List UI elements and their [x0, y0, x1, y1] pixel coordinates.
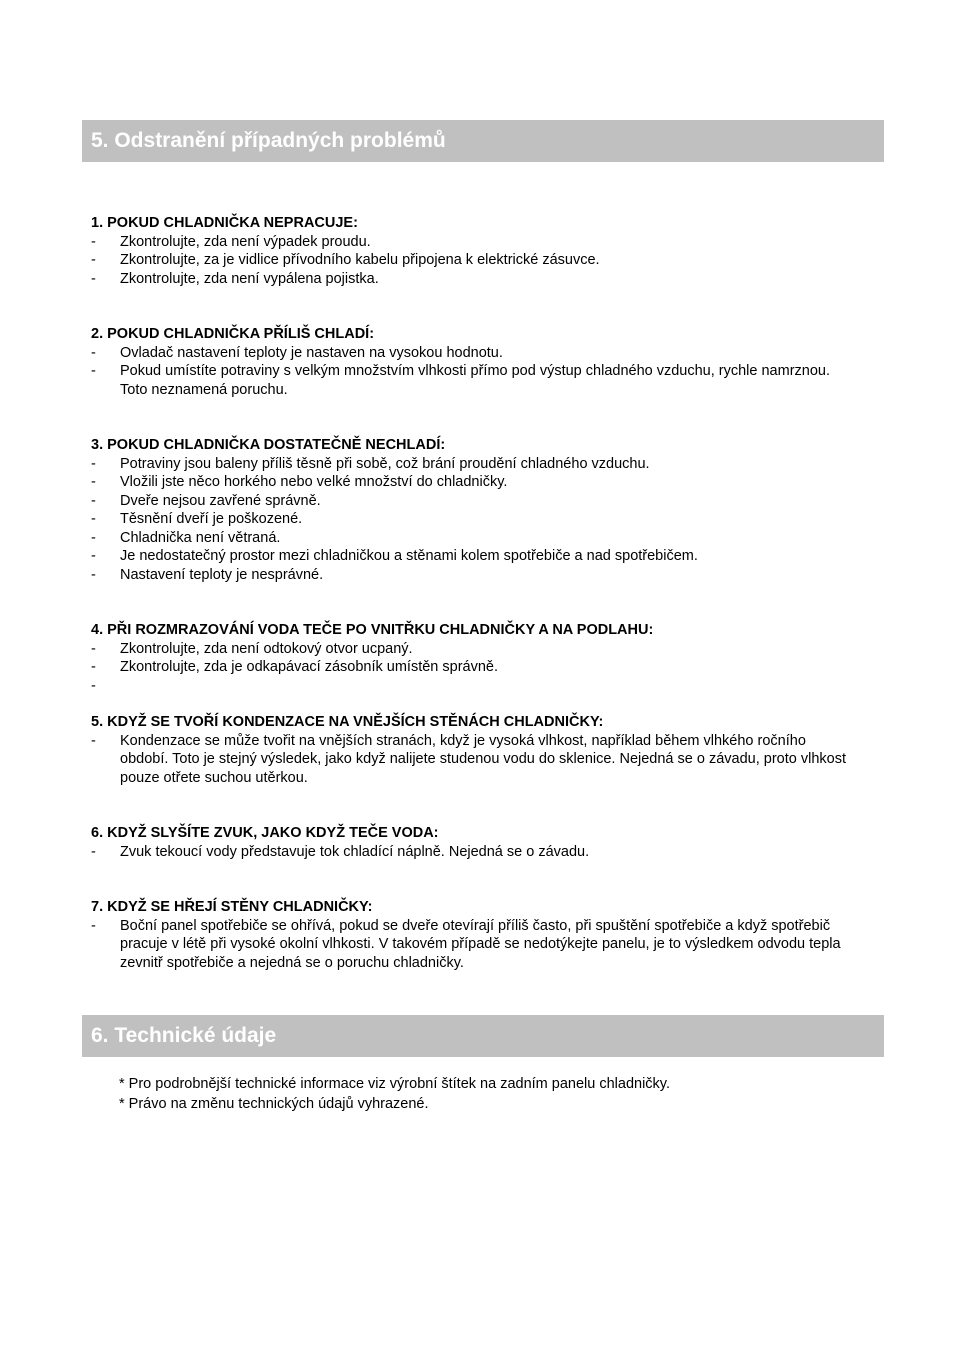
list-item [91, 473, 851, 492]
list-item-text: Těsnění dveří je poškozené. [120, 511, 303, 527]
list-item [91, 233, 851, 252]
problem-heading: 7. KDYŽ SE HŘEJÍ STĚNY CHLADNIČKY: [91, 899, 373, 915]
list-dash: - [91, 917, 96, 934]
list-dash: - [91, 511, 96, 527]
list-item [91, 658, 851, 677]
problem-block-4 [91, 621, 851, 695]
problem-heading: 2. POKUD CHLADNIČKA PŘÍLIŠ CHLADÍ: [91, 326, 375, 342]
list-dash: - [91, 344, 96, 361]
list-item [91, 547, 851, 566]
list-item-text: Potraviny jsou baleny příliš těsně při sobě, což brání proudění chladného vzduchu. [120, 455, 650, 472]
list-item [91, 510, 851, 529]
list-item-text: Zkontrolujte, zda není vypálena pojistka. [120, 270, 379, 287]
list-dash: - [91, 659, 96, 675]
list-dash: - [91, 363, 96, 379]
technical-notes [119, 1075, 670, 1114]
list-dash: - [91, 677, 96, 694]
list-item [91, 455, 851, 474]
list-dash: - [91, 252, 96, 268]
list-item-text: Je nedostatečný prostor mezi chladničkou a stěnami kolem spotřebiče a nad spotřebičem. [120, 548, 698, 564]
problem-block-6 [91, 824, 851, 861]
list-dash: - [91, 233, 96, 250]
list-dash: - [91, 732, 96, 749]
technical-note: * Pro podrobnější technické informace viz výrobní štítek na zadním panelu chladničky. [119, 1076, 671, 1092]
problem-heading: 1. POKUD CHLADNIČKA NEPRACUJE: [91, 215, 358, 231]
list-item [91, 270, 851, 289]
list-item [91, 529, 851, 548]
problem-block-5 [91, 713, 851, 787]
problem-block-7 [91, 898, 851, 972]
list-item-text: Ovladač nastavení teploty je nastaven na vysokou hodnotu. [120, 344, 503, 361]
list-dash: - [91, 474, 96, 490]
list-dash: - [91, 640, 96, 657]
problem-block-2 [91, 325, 851, 399]
problem-item-list [91, 917, 851, 973]
list-dash: - [91, 843, 96, 860]
list-item-text: Zkontrolujte, za je vidlice přívodního kabelu připojena k elektrické zásuvce. [120, 252, 600, 268]
list-item-text: Pokud umístíte potraviny s velkým množstvím vlhkosti přímo pod výstup chladného vzduchu, rychle namrznou. Toto neznamená poruchu. [120, 363, 831, 398]
section-heading-troubleshooting: 5. Odstranění případných problémů [82, 120, 884, 162]
list-item [91, 677, 851, 696]
problem-block-3 [91, 436, 851, 584]
list-item-text: Zkontrolujte, zda je odkapávací zásobník umístěn správně. [120, 659, 499, 675]
list-item [91, 732, 851, 788]
list-item-text: Zkontrolujte, zda není výpadek proudu. [120, 233, 371, 250]
problem-item-list [91, 640, 851, 696]
list-item-text: Boční panel spotřebiče se ohřívá, pokud se dveře otevírají příliš často, při spuštění spotřebiče a když spotřebič pracuje v létě při vysoké okolní vlhkosti. V takovém případě se nedotýkejte panelu, je to výsledkem odvodu tepla zevnitř spotřebiče a nejedná se o poruchu chladničky. [120, 917, 841, 971]
problem-block-1 [91, 214, 851, 288]
list-item-text: Chladnička není větraná. [120, 529, 281, 546]
list-item [91, 843, 851, 862]
list-item [91, 344, 851, 363]
list-item [91, 566, 851, 585]
problem-item-list [91, 455, 851, 585]
list-dash: - [91, 455, 96, 472]
list-item [91, 917, 851, 973]
list-item-text: Dveře nejsou zavřené správně. [120, 492, 321, 509]
section-heading-technical-data: 6. Technické údaje [82, 1015, 884, 1057]
list-item-text: Zkontrolujte, zda není odtokový otvor ucpaný. [120, 640, 413, 657]
problem-item-list [91, 233, 851, 289]
problem-item-list [91, 344, 851, 400]
problem-heading: 5. KDYŽ SE TVOŘÍ KONDENZACE NA VNĚJŠÍCH STĚNÁCH CHLADNIČKY: [91, 714, 604, 730]
list-dash: - [91, 529, 96, 546]
list-item [91, 251, 851, 270]
list-dash: - [91, 566, 96, 583]
list-item [91, 492, 851, 511]
list-dash: - [91, 270, 96, 287]
list-dash: - [91, 492, 96, 509]
list-item-text: Nastavení teploty je nesprávné. [120, 566, 324, 583]
list-item-text: Vložili jste něco horkého nebo velké množství do chladničky. [120, 474, 508, 490]
list-dash: - [91, 548, 96, 564]
problem-item-list [91, 843, 851, 862]
list-item-text: Kondenzace se může tvořit na vnějších stranách, když je vysoká vlhkost, například během vlhkého ročního období. Toto je stejný výsledek, jako když nalijete studenou vodu do sklenice. Nejedná se o závadu, proto vlhkost pouze otřete suchou utěrkou. [120, 732, 846, 786]
list-item [91, 640, 851, 659]
list-item-text: Zvuk tekoucí vody představuje tok chladící náplně. Nejedná se o závadu. [120, 843, 590, 860]
problem-heading: 6. KDYŽ SLYŠÍTE ZVUK, JAKO KDYŽ TEČE VODA: [91, 825, 439, 841]
problem-heading: 4. PŘI ROZMRAZOVÁNÍ VODA TEČE PO VNITŘKU CHLADNIČKY A NA PODLAHU: [91, 622, 654, 638]
list-item [91, 362, 851, 399]
problem-heading: 3. POKUD CHLADNIČKA DOSTATEČNĚ NECHLADÍ: [91, 437, 446, 453]
problem-item-list [91, 732, 851, 788]
technical-note: * Právo na změnu technických údajů vyhrazené. [119, 1095, 429, 1112]
